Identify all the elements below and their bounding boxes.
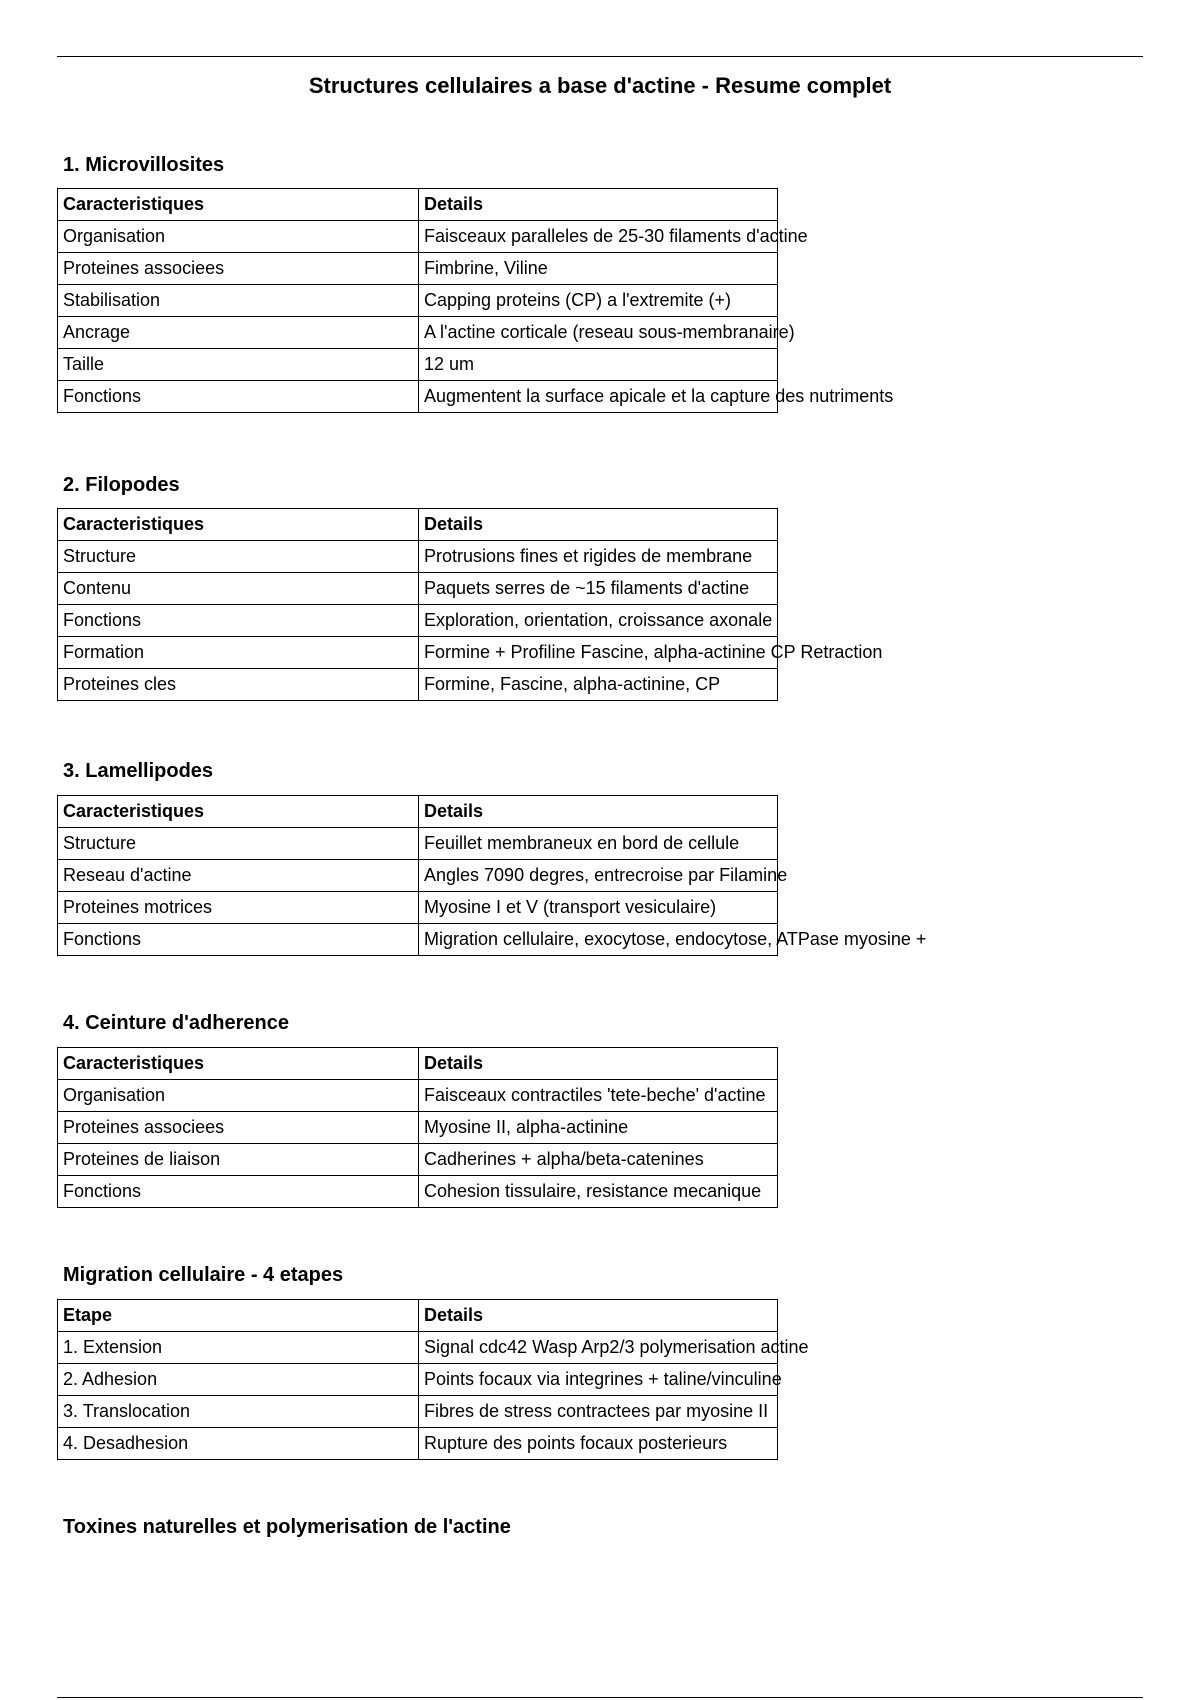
row-detail: Migration cellulaire, exocytose, endocytose, ATPase myosine + (419, 924, 778, 956)
table-row (58, 381, 778, 413)
section-heading-ceinture-adherence: 4. Ceinture d'adherence (63, 1012, 289, 1034)
section-heading-migration-cellulaire: Migration cellulaire - 4 etapes (63, 1264, 344, 1286)
row-detail: Formine + Profiline Fascine, alpha-actinine CP Retraction (419, 637, 778, 669)
table-row (58, 1364, 778, 1396)
table-row (58, 892, 778, 924)
row-detail: Cohesion tissulaire, resistance mecanique (419, 1176, 778, 1208)
column-header: Details (419, 189, 778, 221)
row-detail: Cadherines + alpha/beta-catenines (419, 1144, 778, 1176)
table-ceinture-adherence (57, 1047, 778, 1208)
column-header: Details (419, 1300, 778, 1332)
bottom-rule (57, 1697, 1143, 1698)
row-detail: Angles 7090 degres, entrecroise par Filamine (419, 860, 778, 892)
row-detail: A l'actine corticale (reseau sous-membranaire) (419, 317, 778, 349)
column-header: Etape (58, 1300, 419, 1332)
table-row (58, 605, 778, 637)
row-label: 2. Adhesion (58, 1364, 419, 1396)
row-detail: Fimbrine, Viline (419, 253, 778, 285)
row-detail: Formine, Fascine, alpha-actinine, CP (419, 669, 778, 701)
row-label: Fonctions (58, 924, 419, 956)
table-row (58, 317, 778, 349)
table-row (58, 1332, 778, 1364)
row-label: 1. Extension (58, 1332, 419, 1364)
row-label: 3. Translocation (58, 1396, 419, 1428)
table-row (58, 573, 778, 605)
row-detail: Faisceaux contractiles 'tete-beche' d'actine (419, 1080, 778, 1112)
row-label: Structure (58, 541, 419, 573)
row-label: Formation (58, 637, 419, 669)
table-header-row (58, 509, 778, 541)
row-detail: Myosine I et V (transport vesiculaire) (419, 892, 778, 924)
table-row (58, 828, 778, 860)
row-label: Contenu (58, 573, 419, 605)
column-header: Caracteristiques (58, 509, 419, 541)
row-label: Fonctions (58, 1176, 419, 1208)
table-filopodes (57, 508, 883, 701)
section-heading-lamellipodes: 3. Lamellipodes (63, 760, 214, 782)
row-detail: Points focaux via integrines + taline/vinculine (419, 1364, 778, 1396)
table-row (58, 1144, 778, 1176)
row-label: Proteines associees (58, 253, 419, 285)
row-detail: Capping proteins (CP) a l'extremite (+) (419, 285, 778, 317)
column-header: Details (419, 1048, 778, 1080)
row-label: Fonctions (58, 381, 419, 413)
row-label: Fonctions (58, 605, 419, 637)
table-row (58, 637, 778, 669)
section-heading-filopodes: 2. Filopodes (63, 474, 180, 496)
section-heading-toxines: Toxines naturelles et polymerisation de l'actine (63, 1516, 511, 1538)
table-row (58, 221, 778, 253)
table-row (58, 669, 778, 701)
table-header-row (58, 1300, 778, 1332)
section-heading-microvillosites: 1. Microvillosites (63, 154, 225, 176)
table-row (58, 253, 778, 285)
row-detail: Feuillet membraneux en bord de cellule (419, 828, 778, 860)
table-row (58, 349, 778, 381)
table-row (58, 1176, 778, 1208)
table-row (58, 1428, 778, 1460)
table-row (58, 1080, 778, 1112)
table-header-row (58, 1048, 778, 1080)
table-header-row (58, 796, 778, 828)
row-detail: Signal cdc42 Wasp Arp2/3 polymerisation actine (419, 1332, 778, 1364)
row-label: Proteines de liaison (58, 1144, 419, 1176)
row-label: Ancrage (58, 317, 419, 349)
column-header: Details (419, 509, 778, 541)
row-detail: Rupture des points focaux posterieurs (419, 1428, 778, 1460)
row-detail: 12 um (419, 349, 778, 381)
table-lamellipodes (57, 795, 927, 956)
table-row (58, 285, 778, 317)
document-title: Structures cellulaires a base d'actine - Resume complet (308, 73, 892, 98)
row-detail: Protrusions fines et rigides de membrane (419, 541, 778, 573)
row-label: 4. Desadhesion (58, 1428, 419, 1460)
row-detail: Faisceaux paralleles de 25-30 filaments d'actine (419, 221, 778, 253)
column-header: Caracteristiques (58, 1048, 419, 1080)
table-migration-cellulaire (57, 1299, 809, 1460)
table-row (58, 1112, 778, 1144)
table-row (58, 541, 778, 573)
table-header-row (58, 189, 778, 221)
table-row (58, 1396, 778, 1428)
row-detail: Paquets serres de ~15 filaments d'actine (419, 573, 778, 605)
column-header: Caracteristiques (58, 796, 419, 828)
row-label: Organisation (58, 221, 419, 253)
top-rule (57, 56, 1143, 57)
table-row (58, 860, 778, 892)
table-row (58, 924, 778, 956)
row-detail: Myosine II, alpha-actinine (419, 1112, 778, 1144)
row-label: Taille (58, 349, 419, 381)
column-header: Details (419, 796, 778, 828)
row-detail: Augmentent la surface apicale et la capture des nutriments (419, 381, 778, 413)
table-microvillosites (57, 188, 894, 413)
row-detail: Exploration, orientation, croissance axonale (419, 605, 778, 637)
row-label: Organisation (58, 1080, 419, 1112)
row-label: Proteines motrices (58, 892, 419, 924)
row-label: Stabilisation (58, 285, 419, 317)
row-label: Proteines cles (58, 669, 419, 701)
row-detail: Fibres de stress contractees par myosine II (419, 1396, 778, 1428)
row-label: Reseau d'actine (58, 860, 419, 892)
row-label: Proteines associees (58, 1112, 419, 1144)
row-label: Structure (58, 828, 419, 860)
column-header: Caracteristiques (58, 189, 419, 221)
